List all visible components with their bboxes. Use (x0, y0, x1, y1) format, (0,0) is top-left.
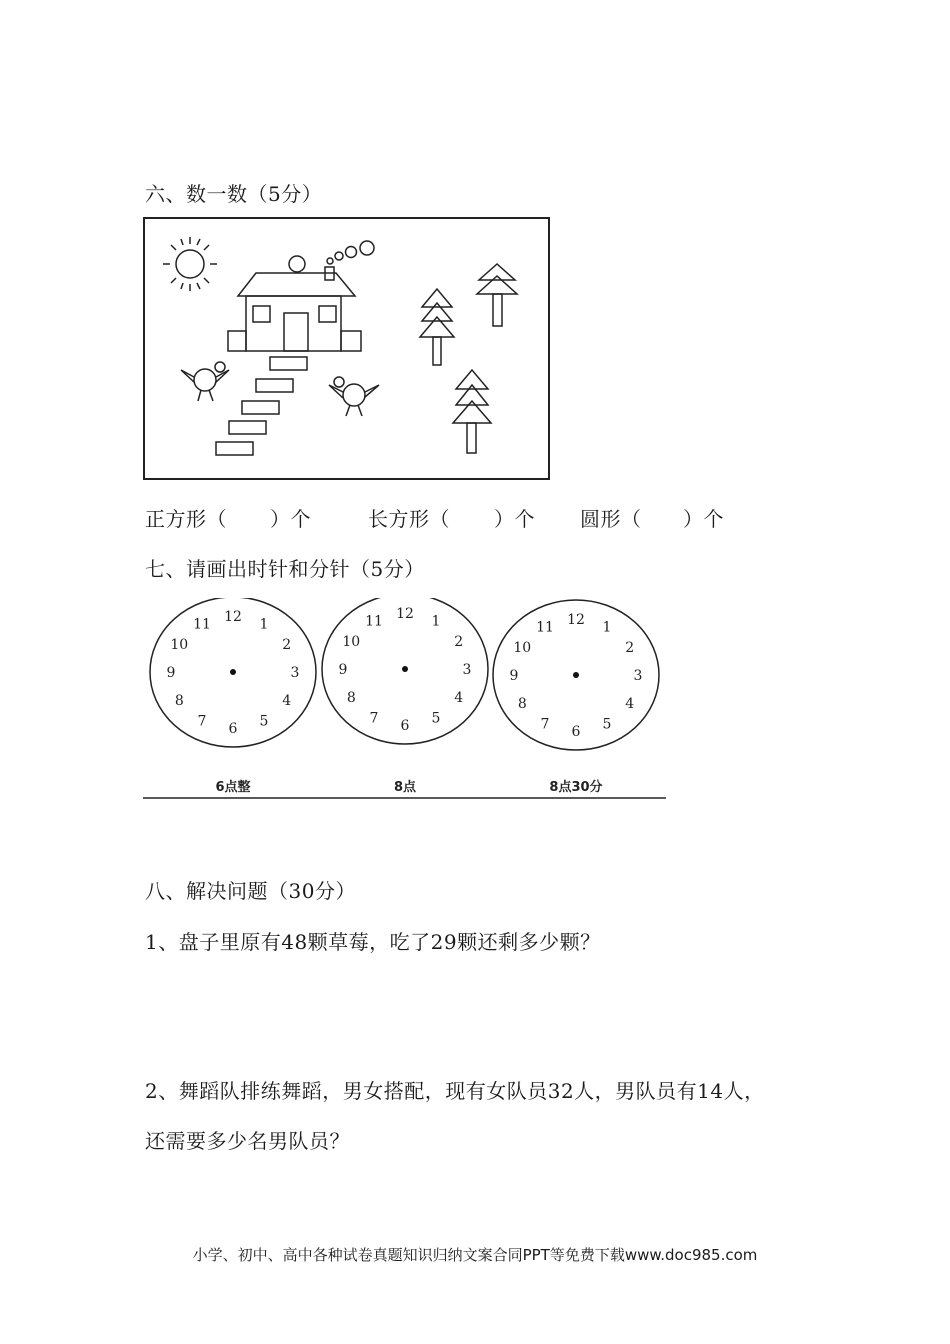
clock-number: 11 (193, 616, 211, 633)
clock-number: 2 (454, 634, 464, 650)
circle-count-label: 圆形（ (580, 507, 642, 531)
clock-number: 11 (365, 613, 383, 630)
clock-number: 12 (396, 606, 414, 622)
clock-number: 10 (342, 634, 361, 650)
clock-number: 4 (282, 693, 292, 709)
clock-number: 4 (625, 696, 635, 712)
rectangle-count-close: ）个 (494, 507, 535, 531)
clock-caption: 8点30分 (549, 780, 603, 795)
square-count-label: 正方形（ (145, 507, 227, 531)
question-1: 1、盘子里原有48颗草莓，吃了29颗还剩多少颗？ (145, 930, 601, 954)
tree-2-drawing (477, 264, 517, 326)
clock-caption: 8点 (393, 780, 417, 795)
clock-number: 6 (228, 721, 238, 737)
clock-number: 4 (454, 690, 464, 706)
clock-number: 6 (571, 724, 581, 740)
bird-right-drawing (329, 377, 379, 416)
clock-number: 5 (431, 710, 441, 727)
section8-title: 八、解决问题（30分） (145, 879, 356, 903)
clock-number: 8 (174, 693, 184, 709)
circle-count-close: ）个 (683, 507, 724, 531)
section6-title: 六、数一数（5分） (145, 182, 323, 206)
tree-1-drawing (420, 289, 454, 365)
clock-caption: 6点整 (215, 780, 251, 795)
clock-number: 5 (259, 713, 269, 730)
clock-2 (322, 598, 488, 795)
clock-number: 10 (513, 640, 532, 656)
clock-number: 6 (400, 718, 410, 734)
clock-number: 1 (602, 619, 612, 636)
bird-left-drawing (181, 362, 229, 401)
footer-text: 小学、初中、高中各种试卷真题知识归纳文案合同PPT等免费下载www.doc985.com (192, 1246, 758, 1264)
clock-number: 7 (197, 713, 207, 730)
clock-number: 5 (602, 716, 612, 733)
sun-drawing (163, 237, 217, 291)
tree-3-drawing (453, 370, 491, 453)
counting-picture (143, 217, 550, 480)
steps-drawing (216, 357, 307, 455)
question-2-line2: 还需要多少名男队员？ (145, 1129, 350, 1153)
clock-center-dot (402, 666, 408, 672)
clock-number: 2 (282, 637, 292, 653)
clock-number: 12 (224, 609, 242, 625)
clock-center-dot (230, 669, 236, 675)
clock-number: 7 (540, 716, 550, 733)
clock-number: 7 (369, 710, 379, 727)
section7-title: 七、请画出时针和分针（5分） (145, 557, 425, 581)
clock-number: 3 (462, 662, 472, 678)
clock-number: 3 (633, 668, 643, 684)
clock-number: 2 (625, 640, 635, 656)
clock-number: 11 (536, 619, 554, 636)
house-drawing (228, 241, 374, 351)
clock-number: 12 (567, 612, 585, 628)
clock-number: 10 (170, 637, 189, 653)
clock-number: 9 (338, 662, 348, 678)
clock-number: 8 (346, 690, 356, 706)
clock-3 (493, 600, 659, 795)
clock-1 (150, 598, 316, 795)
picture-border (144, 218, 549, 479)
question-2-line1: 2、舞蹈队排练舞蹈，男女搭配，现有女队员32人，男队员有14人， (145, 1079, 765, 1103)
clock-number: 8 (517, 696, 527, 712)
clock-number: 9 (166, 665, 176, 681)
clock-number: 1 (431, 613, 441, 630)
rectangle-count-label: 长方形（ (368, 507, 450, 531)
clock-faces (143, 598, 666, 800)
square-count-close: ）个 (270, 507, 311, 531)
clock-number: 1 (259, 616, 269, 633)
clock-center-dot (573, 672, 579, 678)
clock-number: 3 (290, 665, 300, 681)
clock-number: 9 (509, 668, 519, 684)
